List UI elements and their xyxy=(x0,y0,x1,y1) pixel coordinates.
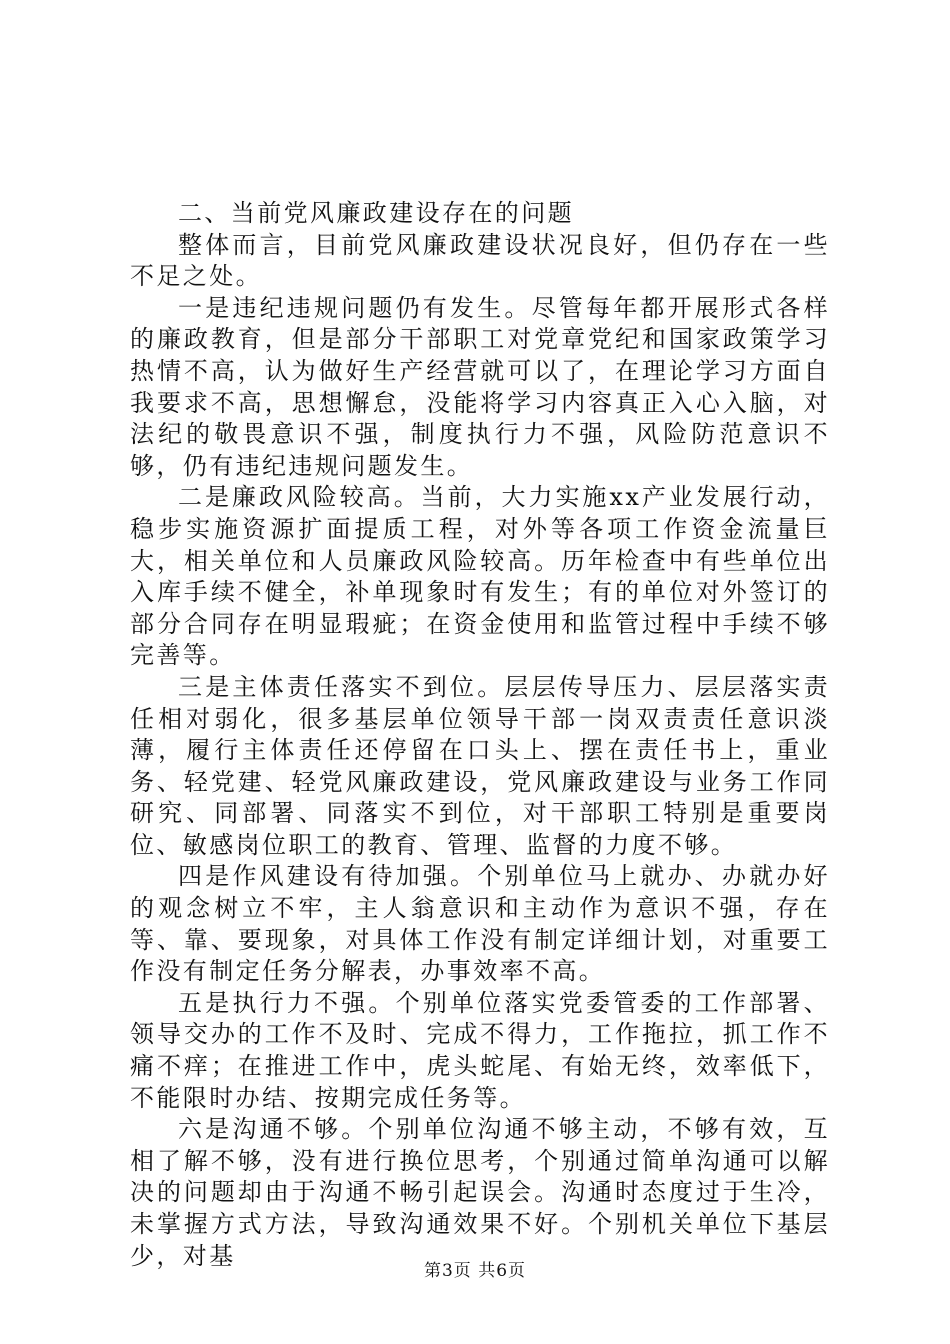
paragraph-issue-2: 二是廉政风险较高。当前，大力实施xx产业发展行动，稳步实施资源扩面提质工程，对外等各项工作资金流量巨大，相关单位和人员廉政风险较高。历年检查中有些单位出入库手续不健全，补单现象时有发生；有的单位对外签订的部分合同存在明显瑕疵；在资金使用和监管过程中手续不够完善等。 xyxy=(130,483,830,670)
page-number-footer: 第3页 共6页 xyxy=(423,1261,527,1281)
paragraph-issue-6: 六是沟通不够。个别单位沟通不够主动，不够有效，互相了解不够，没有进行换位思考，个别通过简单沟通可以解决的问题却由于沟通不畅引起误会。沟通时态度过于生冷，未掌握方式方法，导致沟通效果不好。个别机关单位下基层少，对基 xyxy=(130,1115,830,1270)
document-body xyxy=(130,198,830,1272)
paragraph-issue-5: 五是执行力不强。个别单位落实党委管委的工作部署、领导交办的工作不及时、完成不得力，工作拖拉，抓工作不痛不痒；在推进工作中，虎头蛇尾、有始无终，效率低下，不能限时办结、按期完成任务等。 xyxy=(130,988,830,1112)
section-heading: 二、当前党风廉政建设存在的问题 xyxy=(178,199,574,227)
paragraph-issue-3: 三是主体责任落实不到位。层层传导压力、层层落实责任相对弱化，很多基层单位领导干部一岗双责责任意识淡薄，履行主体责任还停留在口头上、摆在责任书上，重业务、轻党建、轻党风廉政建设，党风廉政建设与业务工作同研究、同部署、同落实不到位，对干部职工特别是重要岗位、敏感岗位职工的教育、管理、监督的力度不够。 xyxy=(130,672,830,859)
paragraph-overview: 整体而言，目前党风廉政建设状况良好，但仍存在一些不足之处。 xyxy=(130,230,830,291)
paragraph-issue-1: 一是违纪违规问题仍有发生。尽管每年都开展形式各样的廉政教育，但是部分干部职工对党章党纪和国家政策学习热情不高，认为做好生产经营就可以了，在理论学习方面自我要求不高，思想懈怠，没能将学习内容真正入心入脑，对法纪的敬畏意识不强，制度执行力不强，风险防范意识不够，仍有违纪违规问题发生。 xyxy=(130,293,830,480)
paragraph-issue-4: 四是作风建设有待加强。个别单位马上就办、办就办好的观念树立不牢，主人翁意识和主动作为意识不强，存在等、靠、要现象，对具体工作没有制定详细计划，对重要工作没有制定任务分解表，办事效率不高。 xyxy=(130,862,830,986)
